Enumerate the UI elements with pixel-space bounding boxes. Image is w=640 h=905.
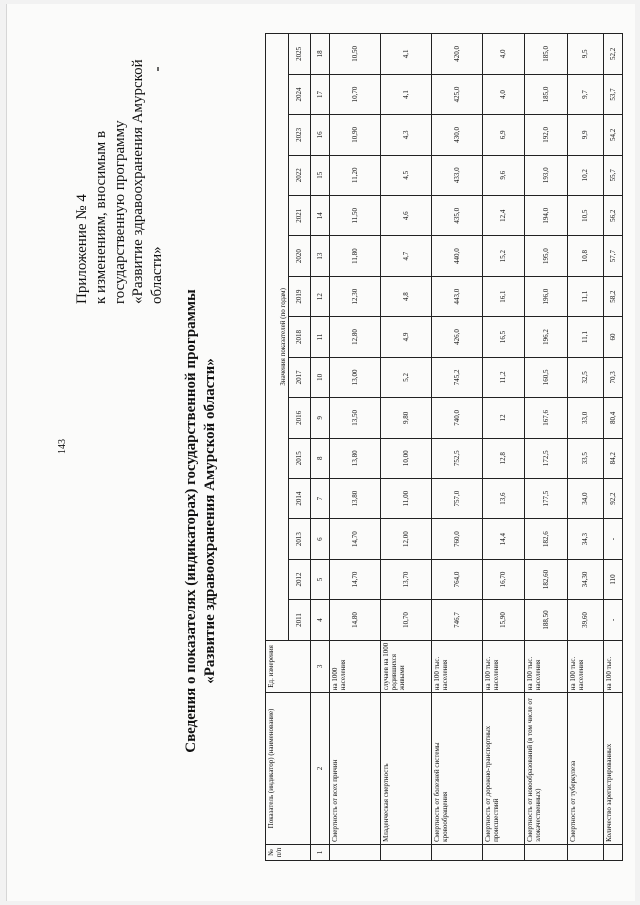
- value-cell: 14,70: [329, 559, 380, 599]
- value-cell: 15,90: [482, 600, 525, 640]
- value-cell: 12,80: [329, 317, 380, 357]
- value-cell: 39,60: [567, 600, 603, 640]
- year-header: 2013: [289, 519, 310, 559]
- table-row: [603, 34, 622, 861]
- column-number: 11: [310, 317, 329, 357]
- indicator-name: Смертность от болезней системы кровообращения: [431, 693, 482, 845]
- column-number: 15: [310, 155, 329, 195]
- value-cell: 58,2: [603, 276, 622, 316]
- year-header: 2024: [289, 74, 310, 114]
- value-cell: 426,0: [431, 317, 482, 357]
- value-cell: 32,5: [567, 357, 603, 397]
- column-number: 8: [310, 438, 329, 478]
- value-cell: 4,1: [380, 34, 431, 75]
- value-cell: 13,70: [380, 559, 431, 599]
- table-row: [380, 34, 431, 861]
- value-cell: 80,4: [603, 398, 622, 438]
- value-cell: 167,6: [525, 398, 568, 438]
- value-cell: 10,70: [380, 600, 431, 640]
- value-cell: 433,0: [431, 155, 482, 195]
- value-cell: 740,0: [431, 398, 482, 438]
- document-page: [6, 4, 635, 901]
- indicator-unit: на 100 тыс. населения: [525, 640, 568, 693]
- rotated-content: [7, 4, 635, 901]
- year-header: 2017: [289, 357, 310, 397]
- value-cell: 760,0: [431, 519, 482, 559]
- year-header: 2016: [289, 398, 310, 438]
- indicator-name: Смертность от всех причин: [329, 693, 380, 845]
- value-cell: 10,50: [329, 34, 380, 75]
- value-cell: 4,8: [380, 276, 431, 316]
- appendix-line: «Развитие здравоохранения Амурской: [130, 59, 147, 304]
- value-cell: 11,1: [567, 276, 603, 316]
- value-cell: 420,0: [431, 34, 482, 75]
- value-cell: 12,00: [380, 519, 431, 559]
- value-cell: 10,70: [329, 74, 380, 114]
- value-cell: 195,0: [525, 236, 568, 276]
- column-number: 18: [310, 34, 329, 75]
- value-cell: 196,2: [525, 317, 568, 357]
- column-number: 9: [310, 398, 329, 438]
- value-cell: 430,0: [431, 115, 482, 155]
- value-cell: 13,80: [329, 478, 380, 518]
- value-cell: 764,0: [431, 559, 482, 599]
- value-cell: 16,5: [482, 317, 525, 357]
- indicator-name: Смертность от новообразований (в том числе от злокачественных): [525, 693, 568, 845]
- column-number: 13: [310, 236, 329, 276]
- value-cell: 9,9: [567, 115, 603, 155]
- indicator-unit: случаев на 1000 родившихся живыми: [380, 640, 431, 693]
- value-cell: -: [603, 519, 622, 559]
- year-header: 2020: [289, 236, 310, 276]
- row-number-cell: [603, 844, 622, 860]
- value-cell: 182,60: [525, 559, 568, 599]
- value-cell: 16,70: [482, 559, 525, 599]
- value-cell: 10,00: [380, 438, 431, 478]
- value-cell: 6,9: [482, 115, 525, 155]
- value-cell: 4,0: [482, 74, 525, 114]
- value-cell: 13,80: [329, 438, 380, 478]
- column-number: 10: [310, 357, 329, 397]
- title-line-1: Сведения о показателях (индикаторах) государственной программы: [183, 289, 199, 753]
- column-number: 2: [310, 693, 329, 845]
- value-cell: 185,0: [525, 74, 568, 114]
- appendix-line: к изменениям, вносимым в: [92, 130, 109, 304]
- column-number: 4: [310, 600, 329, 640]
- value-cell: 9,6: [482, 155, 525, 195]
- header-indicator: Показатель (индикатор) (наименование): [266, 693, 311, 845]
- year-header: 2025: [289, 34, 310, 75]
- column-number: 17: [310, 74, 329, 114]
- header-row: [266, 34, 289, 861]
- value-cell: 182,6: [525, 519, 568, 559]
- value-cell: 435,0: [431, 196, 482, 236]
- value-cell: 14,80: [329, 600, 380, 640]
- value-cell: 10,8: [567, 236, 603, 276]
- value-cell: 4,3: [380, 115, 431, 155]
- value-cell: 16,1: [482, 276, 525, 316]
- indicator-name: Количество зарегистрированных: [603, 693, 622, 845]
- column-number: 3: [310, 640, 329, 693]
- value-cell: 15,2: [482, 236, 525, 276]
- value-cell: 443,0: [431, 276, 482, 316]
- value-cell: 12,4: [482, 196, 525, 236]
- appendix-note: [73, 4, 167, 304]
- value-cell: 34,3: [567, 519, 603, 559]
- column-number: 14: [310, 196, 329, 236]
- value-cell: 84,2: [603, 438, 622, 478]
- table-row: [482, 34, 525, 861]
- appendix-line: области»: [149, 246, 165, 304]
- value-cell: 757,0: [431, 478, 482, 518]
- table-row: [525, 34, 568, 861]
- header-values-group: Значения показателей (по годам): [266, 34, 289, 641]
- page-number: 143: [57, 439, 68, 454]
- table-row: [329, 34, 380, 861]
- value-cell: 33,0: [567, 398, 603, 438]
- column-number: 12: [310, 276, 329, 316]
- value-cell: 56,2: [603, 196, 622, 236]
- column-number-row: [310, 34, 329, 861]
- year-header: 2011: [289, 600, 310, 640]
- title-line-2: «Развитие здравоохранения Амурской области»: [201, 358, 218, 684]
- column-number: 7: [310, 478, 329, 518]
- value-cell: 55,7: [603, 155, 622, 195]
- value-cell: 752,5: [431, 438, 482, 478]
- value-cell: 13,00: [329, 357, 380, 397]
- value-cell: 13,6: [482, 478, 525, 518]
- row-number-cell: [431, 844, 482, 860]
- value-cell: 196,0: [525, 276, 568, 316]
- indicator-name: Младенческая смертность: [380, 693, 431, 845]
- value-cell: 11,50: [329, 196, 380, 236]
- value-cell: 110: [603, 559, 622, 599]
- value-cell: 9,80: [380, 398, 431, 438]
- value-cell: 52,2: [603, 34, 622, 75]
- value-cell: 70,3: [603, 357, 622, 397]
- value-cell: 185,0: [525, 34, 568, 75]
- header-num: № п/п: [266, 844, 311, 860]
- value-cell: 11,80: [329, 236, 380, 276]
- value-cell: 188,50: [525, 600, 568, 640]
- scan-mark: [157, 67, 159, 71]
- value-cell: 177,5: [525, 478, 568, 518]
- value-cell: 92,2: [603, 478, 622, 518]
- value-cell: 11,20: [329, 155, 380, 195]
- value-cell: -: [603, 600, 622, 640]
- value-cell: 11,1: [567, 317, 603, 357]
- value-cell: 4,1: [380, 74, 431, 114]
- year-header: 2022: [289, 155, 310, 195]
- year-header: 2018: [289, 317, 310, 357]
- indicator-unit: на 1000 населения: [329, 640, 380, 693]
- value-cell: 440,0: [431, 236, 482, 276]
- value-cell: 4,9: [380, 317, 431, 357]
- row-number-cell: [380, 844, 431, 860]
- value-cell: 14,70: [329, 519, 380, 559]
- value-cell: 160,5: [525, 357, 568, 397]
- value-cell: 4,6: [380, 196, 431, 236]
- year-header: 2014: [289, 478, 310, 518]
- value-cell: 34,0: [567, 478, 603, 518]
- value-cell: 13,50: [329, 398, 380, 438]
- value-cell: 192,0: [525, 115, 568, 155]
- appendix-line: государственную программу: [111, 120, 128, 304]
- value-cell: 10,2: [567, 155, 603, 195]
- value-cell: 34,30: [567, 559, 603, 599]
- year-header: 2015: [289, 438, 310, 478]
- value-cell: 10,90: [329, 115, 380, 155]
- table-row: [567, 34, 603, 861]
- value-cell: 54,2: [603, 115, 622, 155]
- row-number-cell: [567, 844, 603, 860]
- column-number: 1: [310, 844, 329, 860]
- table-body: [266, 34, 623, 861]
- value-cell: 11,00: [380, 478, 431, 518]
- row-number-cell: [329, 844, 380, 860]
- value-cell: 172,5: [525, 438, 568, 478]
- indicators-table: [265, 33, 623, 861]
- value-cell: 10,5: [567, 196, 603, 236]
- indicator-unit: на 100 тыс. населения: [431, 640, 482, 693]
- year-header: 2019: [289, 276, 310, 316]
- column-number: 16: [310, 115, 329, 155]
- value-cell: 4,7: [380, 236, 431, 276]
- value-cell: 745,2: [431, 357, 482, 397]
- value-cell: 11,2: [482, 357, 525, 397]
- indicator-name: Смертность от дорожно-транспортных происшествий: [482, 693, 525, 845]
- year-header: 2021: [289, 196, 310, 236]
- table-row: [431, 34, 482, 861]
- row-number-cell: [482, 844, 525, 860]
- appendix-line: Приложение № 4: [74, 194, 90, 304]
- value-cell: 4,0: [482, 34, 525, 75]
- year-header: 2012: [289, 559, 310, 599]
- header-unit: Ед. измерения: [266, 640, 311, 693]
- value-cell: 9,5: [567, 34, 603, 75]
- value-cell: 4,5: [380, 155, 431, 195]
- year-header: 2023: [289, 115, 310, 155]
- value-cell: 33,5: [567, 438, 603, 478]
- value-cell: 60: [603, 317, 622, 357]
- value-cell: 425,0: [431, 74, 482, 114]
- document-title: [182, 201, 220, 841]
- column-number: 6: [310, 519, 329, 559]
- value-cell: 53,7: [603, 74, 622, 114]
- value-cell: 746,7: [431, 600, 482, 640]
- row-number-cell: [525, 844, 568, 860]
- indicator-unit: на 100 тыс. населения: [482, 640, 525, 693]
- value-cell: 12,8: [482, 438, 525, 478]
- value-cell: 5,2: [380, 357, 431, 397]
- value-cell: 14,4: [482, 519, 525, 559]
- value-cell: 12: [482, 398, 525, 438]
- indicator-unit: на 100 тыс.: [603, 640, 622, 693]
- value-cell: 194,0: [525, 196, 568, 236]
- value-cell: 193,0: [525, 155, 568, 195]
- value-cell: 9,7: [567, 74, 603, 114]
- value-cell: 12,30: [329, 276, 380, 316]
- value-cell: 57,7: [603, 236, 622, 276]
- indicator-unit: на 100 тыс. населения: [567, 640, 603, 693]
- indicator-name: Смертность от туберкулеза: [567, 693, 603, 845]
- column-number: 5: [310, 559, 329, 599]
